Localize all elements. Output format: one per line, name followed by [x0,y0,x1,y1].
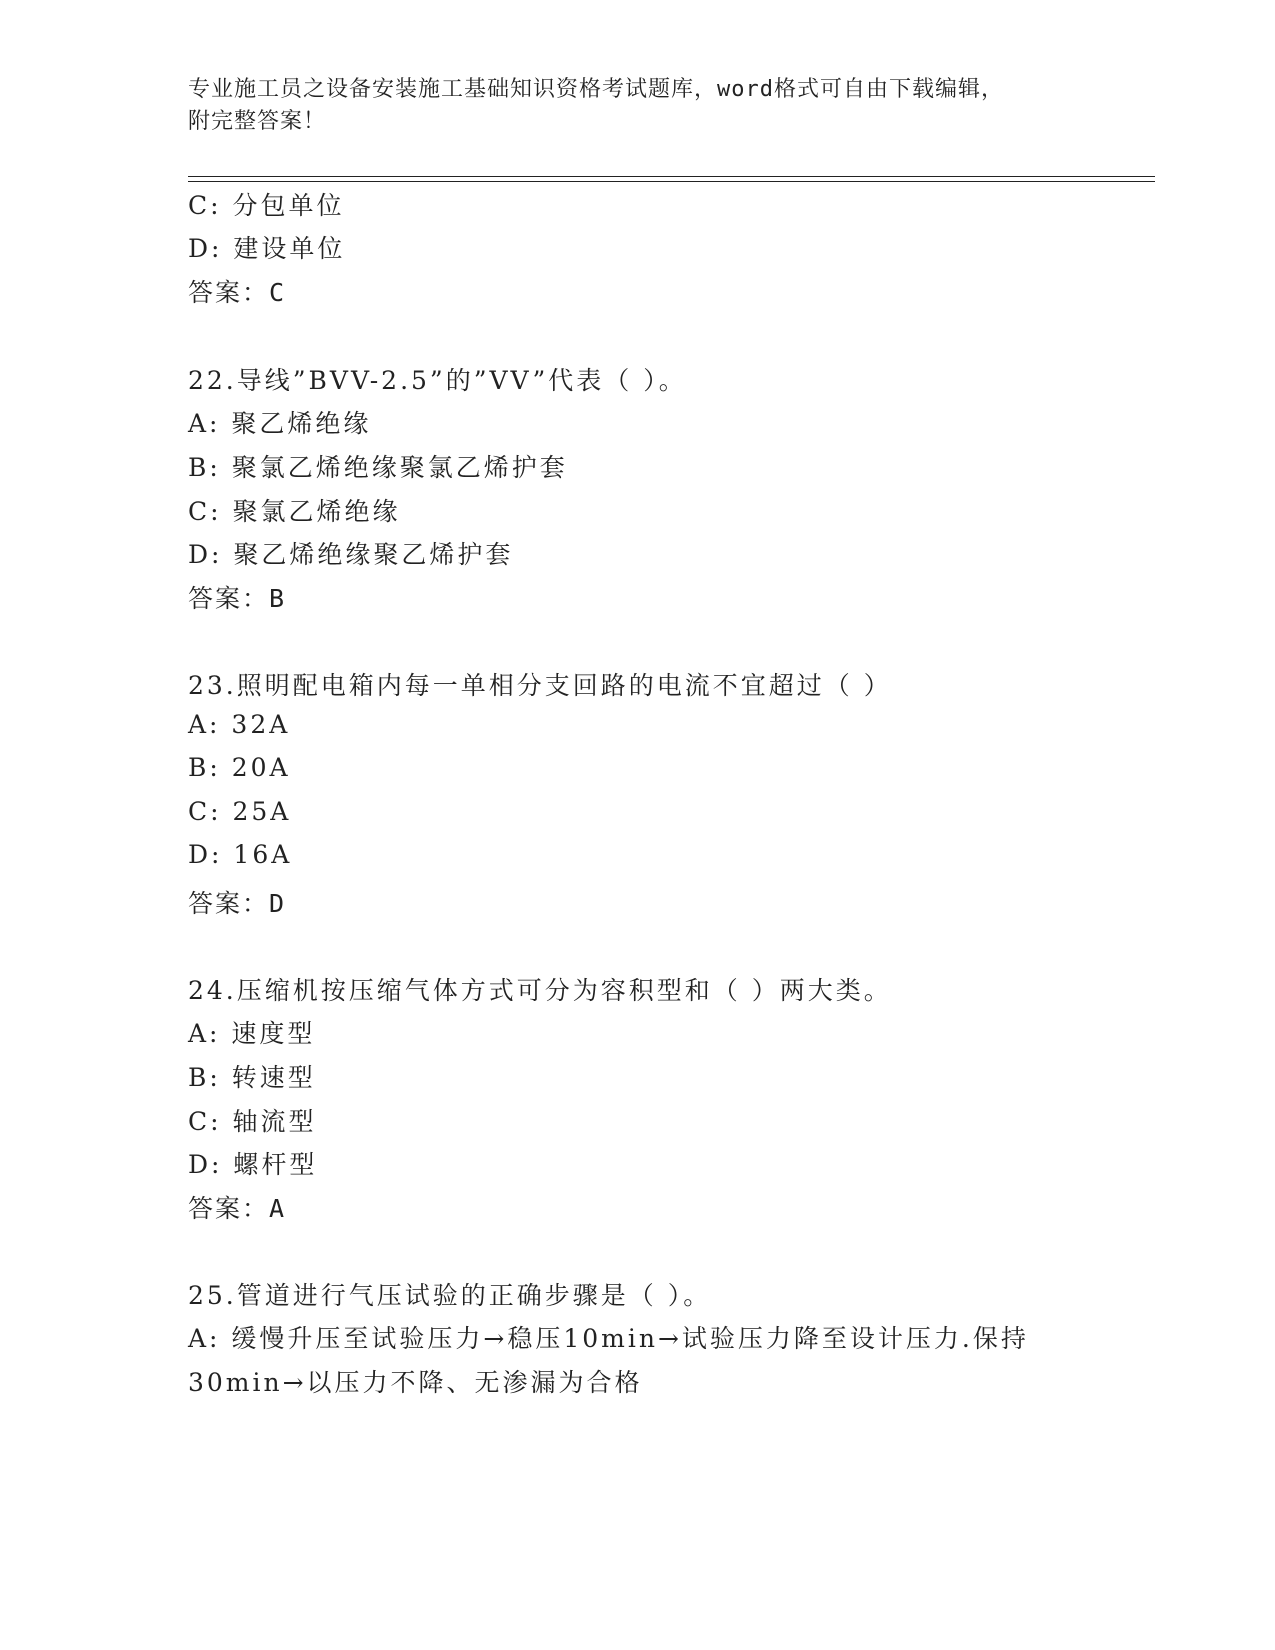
header-divider-top [188,176,1155,177]
header-line-2: 附完整答案！ [188,109,327,134]
q22-question: 22.导线”BVV-2.5”的”VV”代表（ ）。 [188,366,687,395]
q21-option-c: C: 分包单位 [188,191,345,220]
q23-answer: 答案：D [188,889,287,918]
q23-question: 23.照明配电箱内每一单相分支回路的电流不宜超过（ ） [188,671,892,700]
q22-answer: 答案：B [188,584,287,613]
header-divider-bottom [188,181,1155,182]
q23-option-a: A: 32A [188,710,291,739]
q22-option-b: B: 聚氯乙烯绝缘聚氯乙烯护套 [188,453,568,482]
q24-option-a: A: 速度型 [188,1019,316,1048]
q22-option-d: D: 聚乙烯绝缘聚乙烯护套 [188,540,514,569]
q22-option-a: A: 聚乙烯绝缘 [188,409,372,438]
q22-option-c: C: 聚氯乙烯绝缘 [188,497,401,526]
q21-answer: 答案：C [188,278,287,307]
q21-option-d: D: 建设单位 [188,234,346,263]
q24-answer: 答案：A [188,1194,287,1223]
q24-option-d: D: 螺杆型 [188,1150,318,1179]
document-header [188,74,1088,138]
header-line-1: 专业施工员之设备安装施工基础知识资格考试题库，word格式可自由下载编辑， [188,77,1004,102]
q23-option-c: C: 25A [188,797,292,826]
q23-option-b: B: 20A [188,753,291,782]
q24-option-c: C: 轴流型 [188,1107,317,1136]
q25-question: 25.管道进行气压试验的正确步骤是（ ）。 [188,1281,712,1310]
q24-option-b: B: 转速型 [188,1063,316,1092]
q24-question: 24.压缩机按压缩气体方式可分为容积型和（ ）两大类。 [188,976,892,1005]
q25-option-a-line-2: 30min→以压力不降、无渗漏为合格 [188,1368,643,1397]
q25-option-a-line-1: A: 缓慢升压至试验压力→稳压10min→试验压力降至设计压力.保持 [188,1324,1029,1353]
q23-option-d: D: 16A [188,840,293,869]
